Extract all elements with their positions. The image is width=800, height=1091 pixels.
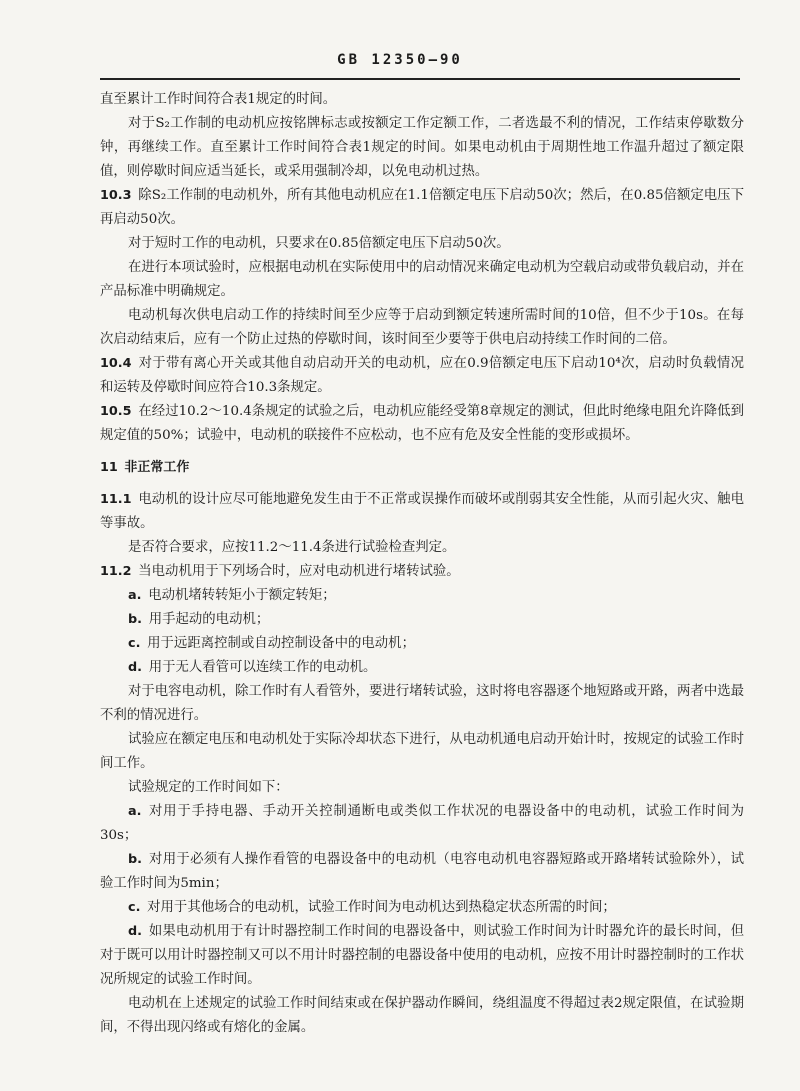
paragraph-text: 电动机堵转转矩小于额定转矩； [148, 588, 336, 603]
paragraph-text: 是否符合要求，应按11.2～11.4条进行试验检查判定。 [128, 540, 456, 555]
clause-number: a. [128, 588, 142, 603]
paragraph-text: 用于无人看管可以连续工作的电动机。 [148, 660, 377, 675]
paragraph [100, 728, 744, 776]
paragraph-text: 在经过10.2～10.4条规定的试验之后，电动机应能经受第8章规定的测试，但此时绝缘电阻允许降低到规定值的50%；试验中，电动机的联接件不应松动，也不应有危及安全性能的变形或损坏。 [100, 404, 744, 443]
paragraph-text: 非正常工作 [124, 460, 190, 475]
paragraph [100, 656, 744, 680]
paragraph-text: 除S₂工作制的电动机外，所有其他电动机应在1.1倍额定电压下启动50次；然后，在0.85倍额定电压下再启动50次。 [100, 188, 744, 227]
clause-number: 11.1 [100, 492, 132, 507]
paragraph-text: 电动机在上述规定的试验工作时间结束或在保护器动作瞬间，绕组温度不得超过表2规定限值，在试验期间，不得出现闪络或有熔化的金属。 [100, 996, 744, 1035]
paragraph [100, 88, 744, 112]
paragraph [100, 488, 744, 536]
paragraph-text: 在进行本项试验时，应根据电动机在实际使用中的启动情况来确定电动机为空载启动或带负载启动，并在产品标准中明确规定。 [100, 260, 744, 299]
clause-number: b. [128, 852, 143, 867]
clause-number: 11 [100, 460, 118, 475]
paragraph [100, 584, 744, 608]
paragraph-text: 电动机的设计应尽可能地避免发生由于不正常或误操作而破坏或削弱其安全性能，从而引起火灾、触电等事故。 [100, 492, 744, 531]
paragraph [100, 112, 744, 184]
paragraph-text: 当电动机用于下列场合时，应对电动机进行堵转试验。 [138, 564, 460, 579]
clause-number: c. [128, 636, 141, 651]
section-heading [100, 456, 744, 480]
paragraph [100, 184, 744, 232]
paragraph [100, 400, 744, 448]
paragraph [100, 536, 744, 560]
paragraph-text: 对用于手持电器、手动开关控制通断电或类似工作状况的电器设备中的电动机，试验工作时间为30s； [100, 804, 744, 843]
paragraph [100, 776, 744, 800]
clause-number: 11.2 [100, 564, 132, 579]
paragraph-text: 电动机每次供电启动工作的持续时间至少应等于启动到额定转速所需时间的10倍，但不少于10s。在每次启动结束后，应有一个防止过热的停歇时间，该时间至少要等于供电启动持续工作时间的二倍。 [100, 308, 744, 347]
paragraph [100, 680, 744, 728]
clause-number: b. [128, 612, 143, 627]
paragraph-text: 直至累计工作时间符合表1规定的时间。 [100, 92, 337, 107]
paragraph [100, 304, 744, 352]
paragraph-text: 试验规定的工作时间如下： [128, 780, 289, 795]
paragraph [100, 632, 744, 656]
standard-code: GB 12350—90 [337, 52, 463, 68]
paragraph-text: 对于带有离心开关或其他自动启动开关的电动机，应在0.9倍额定电压下启动10⁴次，启动时负载情况和运转及停歇时间应符合10.3条规定。 [100, 356, 744, 395]
paragraph-text: 对于S₂工作制的电动机应按铭牌标志或按额定工作定额工作，二者选最不利的情况，工作结束停歇数分钟，再继续工作。直至累计工作时间符合表1规定的时间。如果电动机由于周期性地工作温升超过了额定限值，则停歇时间应适当延长，或采用强制冷却，以免电动机过热。 [100, 116, 744, 179]
paragraph-text: 用手起动的电动机； [148, 612, 270, 627]
paragraph [100, 232, 744, 256]
paragraph-text: 对用于其他场合的电动机，试验工作时间为电动机达到热稳定状态所需的时间； [147, 900, 616, 915]
paragraph [100, 608, 744, 632]
paragraph [100, 896, 744, 920]
paragraph-text: 对于短时工作的电动机，只要求在0.85倍额定电压下启动50次。 [128, 236, 510, 251]
paragraph [100, 256, 744, 304]
paragraph [100, 848, 744, 896]
paragraph-text: 用于远距离控制或自动控制设备中的电动机； [147, 636, 415, 651]
paragraph-text: 对用于必须有人操作看管的电器设备中的电动机（电容电动机电容器短路或开路堵转试验除外），试验工作时间为5min； [100, 852, 744, 891]
clause-number: d. [128, 660, 143, 675]
document-body [100, 88, 744, 1040]
paragraph-text: 如果电动机用于有计时器控制工作时间的电器设备中，则试验工作时间为计时器允许的最长时间，但对于既可以用计时器控制又可以不用计时器控制的电器设备中使用的电动机，应按不用计时器控制时的工作状况所规定的试验工作时间。 [100, 924, 744, 987]
clause-number: c. [128, 900, 141, 915]
clause-number: 10.3 [100, 188, 132, 203]
clause-number: 10.5 [100, 404, 132, 419]
clause-number: a. [128, 804, 142, 819]
paragraph [100, 920, 744, 992]
paragraph-text: 对于电容电动机，除工作时有人看管外，要进行堵转试验，这时将电容器逐个地短路或开路，两者中选最不利的情况进行。 [100, 684, 744, 723]
paragraph [100, 352, 744, 400]
paragraph [100, 800, 744, 848]
clause-number: 10.4 [100, 356, 132, 371]
clause-number: d. [128, 924, 143, 939]
paragraph-text: 试验应在额定电压和电动机处于实际冷却状态下进行，从电动机通电启动开始计时，按规定的试验工作时间工作。 [100, 732, 744, 771]
paragraph [100, 560, 744, 584]
paragraph [100, 992, 744, 1040]
header-rule [100, 78, 740, 80]
